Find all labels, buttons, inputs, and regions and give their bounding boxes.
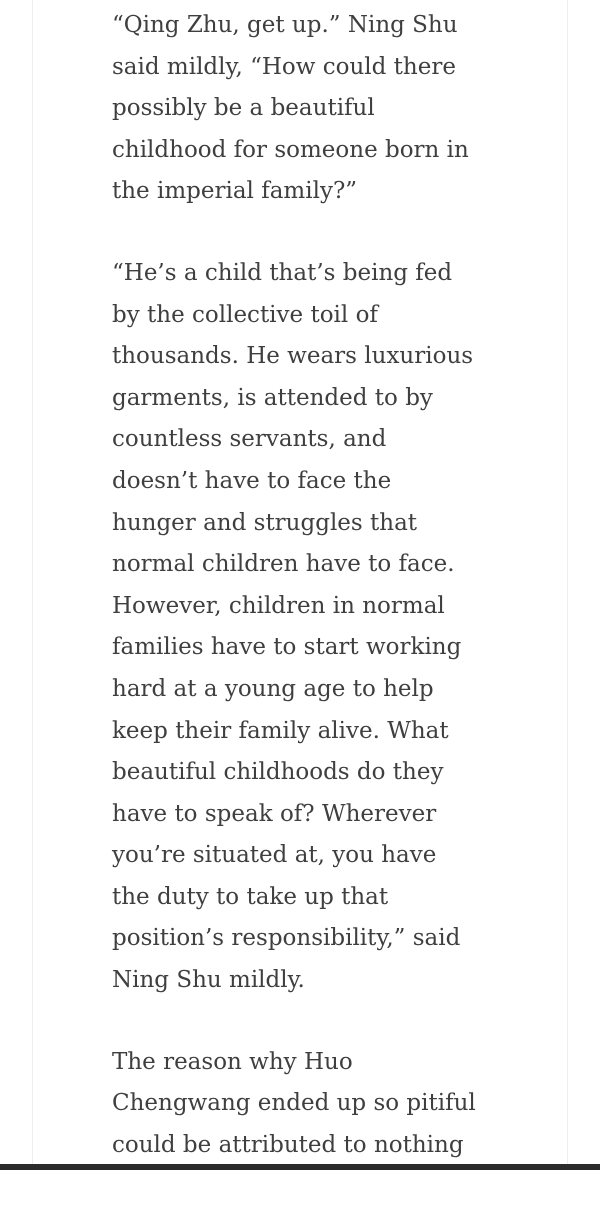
paragraph: “Qing Zhu, get up.” Ning Shu said mildly, “How could there possibly be a beautiful childhood for someone born in the imperial family?” <box>112 12 469 205</box>
bottom-bar <box>0 1164 600 1170</box>
paragraph: The reason why Huo Chengwang ended up so pitiful could be attributed to nothing <box>112 1048 476 1158</box>
chapter-text <box>112 5 492 1206</box>
paragraph: “He’s a child that’s being fed by the collective toil of thousands. He wears luxurious garments, is attended to by countless servants, and doesn’t have to face the hunger and struggles that normal children have to face. However, children in normal families have to start working hard at a young age to help keep their family alive. What beautiful childhoods do they have to speak of? Wherever you’re situated at, you have the duty to take up that position’s responsibility,” said Ning Shu mildly. <box>112 259 474 994</box>
left-margin-rule <box>32 0 33 1164</box>
right-margin-rule <box>567 0 568 1164</box>
